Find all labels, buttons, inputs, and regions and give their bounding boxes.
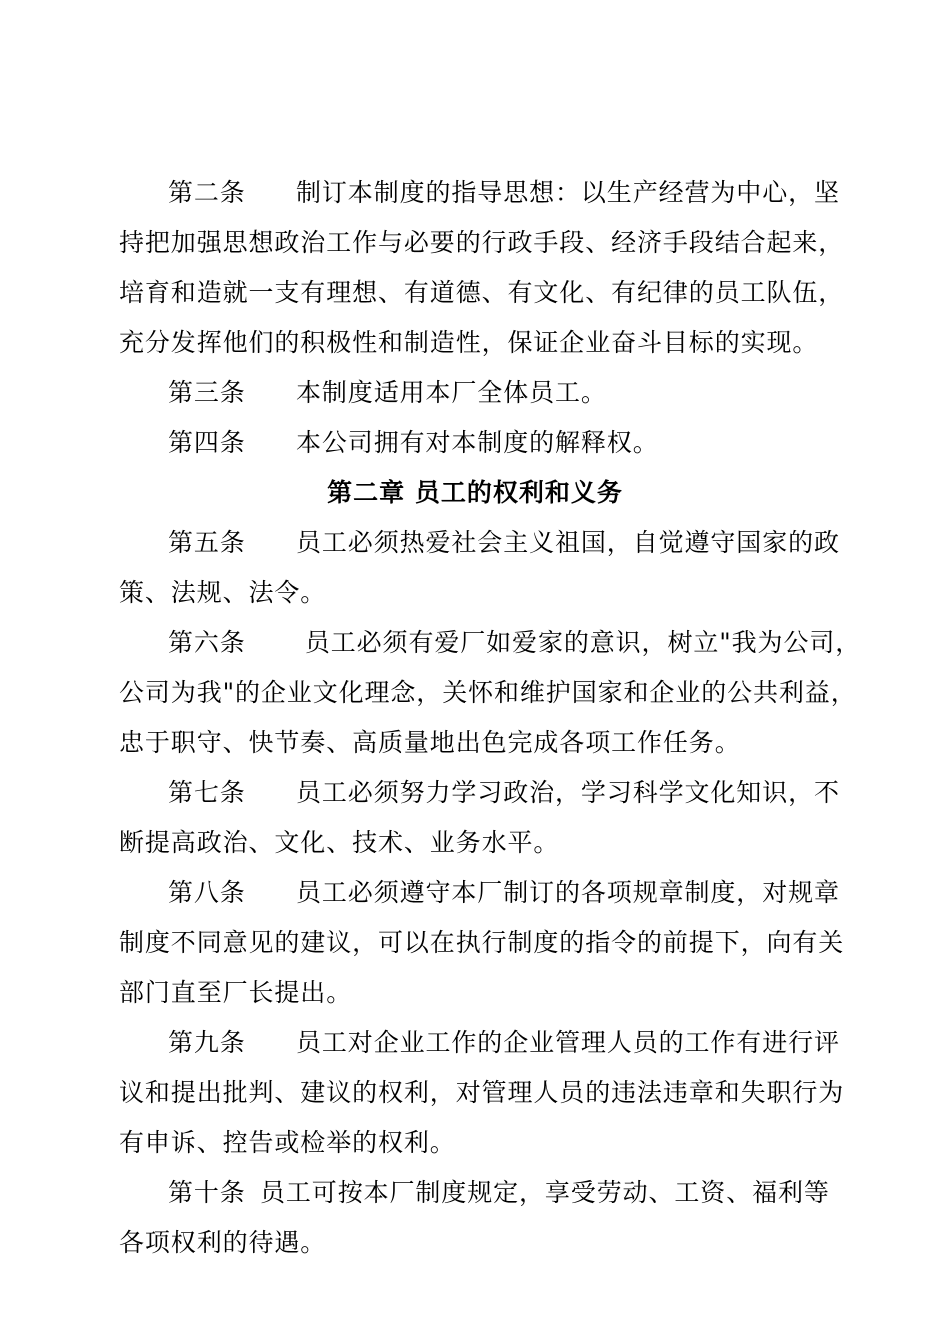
article-line: 议和提出批判、建议的权利，对管理人员的违法违章和失职行为 xyxy=(119,1078,845,1107)
article-line: 公司为我"的企业文化理念，关怀和维护国家和企业的公共利益， xyxy=(119,678,857,707)
article-text: 员工必须有爱厂如爱家的意识，树立"我为公司， xyxy=(296,628,862,657)
article-line: 各项权利的待遇。 xyxy=(119,1228,327,1257)
article-line xyxy=(168,1023,840,1063)
article-line xyxy=(168,873,840,913)
article-line xyxy=(168,623,861,663)
article-line xyxy=(168,523,840,563)
article-line xyxy=(168,173,840,213)
article-number: 第七条 xyxy=(168,778,246,807)
article-text: 员工必须遵守本厂制订的各项规章制度，对规章 xyxy=(296,878,840,907)
article-text: 本制度适用本厂全体员工。 xyxy=(296,378,607,407)
article-line: 忠于职守、快节奏、高质量地出色完成各项工作任务。 xyxy=(119,728,741,757)
article-line xyxy=(168,1173,830,1213)
article-line: 持把加强思想政治工作与必要的行政手段、经济手段结合起来， xyxy=(119,228,845,257)
article-line: 断提高政治、文化、技术、业务水平。 xyxy=(119,828,560,857)
article-line xyxy=(168,773,840,813)
article-number: 第九条 xyxy=(168,1028,246,1057)
article-text: 员工必须努力学习政治，学习科学文化知识，不 xyxy=(296,778,840,807)
article-text: 本公司拥有对本制度的解释权。 xyxy=(296,428,659,457)
article-number: 第十条 xyxy=(168,1178,246,1207)
article-number: 第八条 xyxy=(168,878,246,907)
chapter-heading: 第二章 员工的权利和义务 xyxy=(327,478,623,507)
article-number: 第五条 xyxy=(168,528,246,557)
article-line xyxy=(168,423,659,463)
article-number: 第三条 xyxy=(168,378,246,407)
article-line: 培育和造就一支有理想、有道德、有文化、有纪律的员工队伍， xyxy=(119,278,845,307)
article-line xyxy=(168,373,607,413)
article-number: 第六条 xyxy=(168,628,246,657)
article-line: 有申诉、控告或检举的权利。 xyxy=(119,1128,456,1157)
article-text: 员工可按本厂制度规定，享受劳动、工资、福利等 xyxy=(260,1178,830,1207)
article-line: 策、法规、法令。 xyxy=(119,578,327,607)
article-text: 制订本制度的指导思想：以生产经营为中心，坚 xyxy=(296,178,840,207)
article-line: 部门直至厂长提出。 xyxy=(119,978,353,1007)
article-number: 第二条 xyxy=(168,178,246,207)
article-line: 制度不同意见的建议，可以在执行制度的指令的前提下，向有关 xyxy=(119,928,845,957)
article-line: 充分发挥他们的积极性和制造性，保证企业奋斗目标的实现。 xyxy=(119,328,819,357)
article-text: 员工必须热爱社会主义祖国，自觉遵守国家的政 xyxy=(296,528,840,557)
article-number: 第四条 xyxy=(168,428,246,457)
article-text: 员工对企业工作的企业管理人员的工作有进行评 xyxy=(296,1028,840,1057)
